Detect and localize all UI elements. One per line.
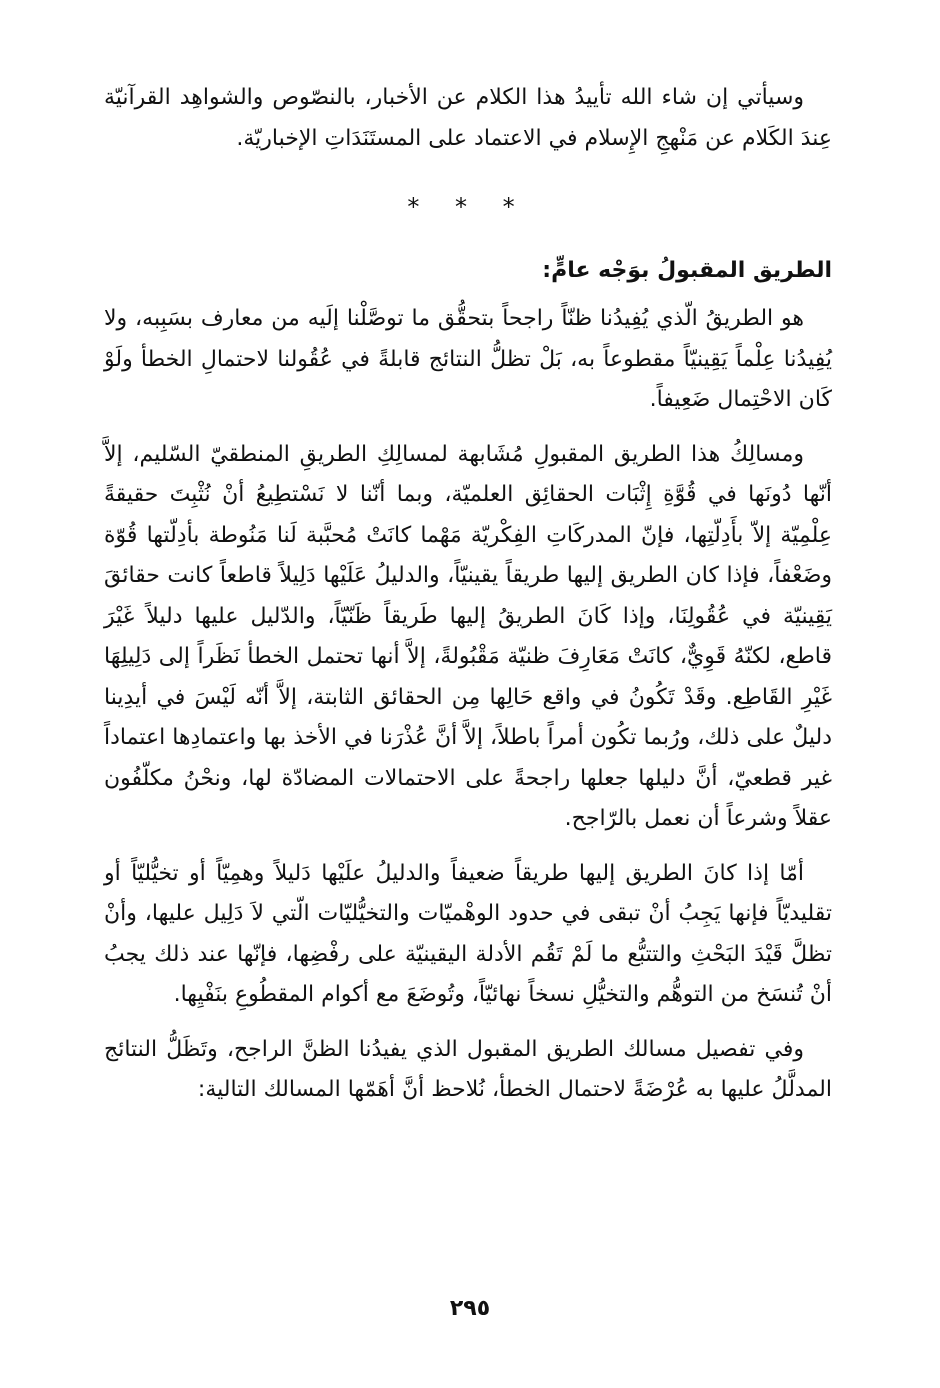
page-number: ٢٩٥: [449, 1296, 491, 1321]
page-body: [104, 78, 832, 1111]
intro-paragraph: وسيأتي إن شاء الله تأييدُ هذا الكلام عن الأخبار، بالنصّوص والشواهِد القرآنيّة عِندَ الكَلام عن مَنْهجِ الإِسلام في الاعتماد على المستَنَدَاتِ الإخباريّة.: [104, 85, 832, 151]
section-heading: الطريق المقبولُ بوَجْه عامٍّ:: [542, 258, 832, 283]
paragraph-details: وفي تفصيل مسالك الطريق المقبول الذي يفيدُنا الظنَّ الراجح، وتَظَلُّ النتائج المدلَّلُ عليها به عُرْضَةً لاحتمال الخطأ، نُلاحظ أنَّ أهَمّها المسالك التالية:: [104, 1036, 832, 1102]
paragraph-weak-path: أمّا إذا كانَ الطريق إليها طريقاً ضعيفاً والدليلُ علَيْها دَليلاً وهمِيّاً أو تخيُّليّاً أو تقليديّاً فإنها يَجِبُ أنْ تبقى في حدود الوهْميّات والتخيُّليّات الّتي لاَ دَلِيل عليها، وأنْ تظلَّ قَيْدَ البَحْثِ والتتبُّع ما لَمْ تَقُم الأدلة اليقينيّة على رفْضِها، فإنّها عند ذلك يجبُ أنْ تُنسَخ من التوهُّم والتخيُّلِ نسخاً نهائيّاً، وتُوضَعَ مع أكوام المقطُوعِ بنَفْيِها.: [104, 860, 832, 1007]
section-separator: * * *: [407, 193, 529, 221]
paragraph-definition: هو الطريقُ الّذي يُفِيدُنا ظنّاً راجحاً بتحقُّق ما توصَّلْنا إلَيه من معارف بسَبِبه، ولا يُفِيدُنا عِلْماً يَقِينيّاً مقطوعاً به، بَلْ تظلُّ النتائج قابلةً في عُقُولنا لاحتمالِ الخطأ ولَوْ كَان الاحْتِمال ضَعِيفاً.: [104, 306, 832, 412]
paragraph-paths: ومسالِكُ هذا الطريق المقبولِ مُشَابهة لمسالِكِ الطريقِ المنطقيّ السّليم، إلاَّ أنّها دُونَها في قُوَّةِ إِثْبَات الحقائِق العلميّة، وبما أنّنا لا نَسْتطِيعُ أنْ نُثْبِتَ حقيقةً عِلْمِيّة إلاّ بأَدِلّتِها، فإنّ المدركَاتِ الفِكْريّة مَهْما كانَتْ مُحبَّبة لَنا مَنُوطة بأدِلّتها قُوّة وضَعْفاً، فإذا كان الطريق إليها طريقاً يقينيّاً، والدليلُ عَلَيْها دَلِيلاً قاطعاً كانت حقائقَ يَقِينيّة في عُقُولِنَا، وإذا كَانَ الطريقُ إليها طَريقاً ظَنّيّاً، والدّليل عليها دليلاً غَيْرَ قاطع، لكنّهُ قَوِيٌّ، كانَتْ مَعَارِفَ ظنيّة مَقْبُولةً، إلاَّ أنها تحتمل الخطأ نَظَراً إلى دَلِيلِهَا غَيْرِ القَاطِع. وقَدْ تَكُونُ في واقع حَالِها مِن الحقائق الثابتة، إلاَّ أنّه لَيْسَ في أيدِينا دليلٌ على ذلك، ورُبما تكُون أمراً باطلاً، إلاَّ أنَّ عُذْرَنا في الأخذ بها واعتمادِها اعتماداً غير قطعيّ، أنَّ دليلها جعلها راجحةً على الاحتمالات المضادّة لها، ونحْنُ مكلّفُون عقلاً وشرعاً أن نعمل بالرّاجح.: [104, 441, 832, 831]
